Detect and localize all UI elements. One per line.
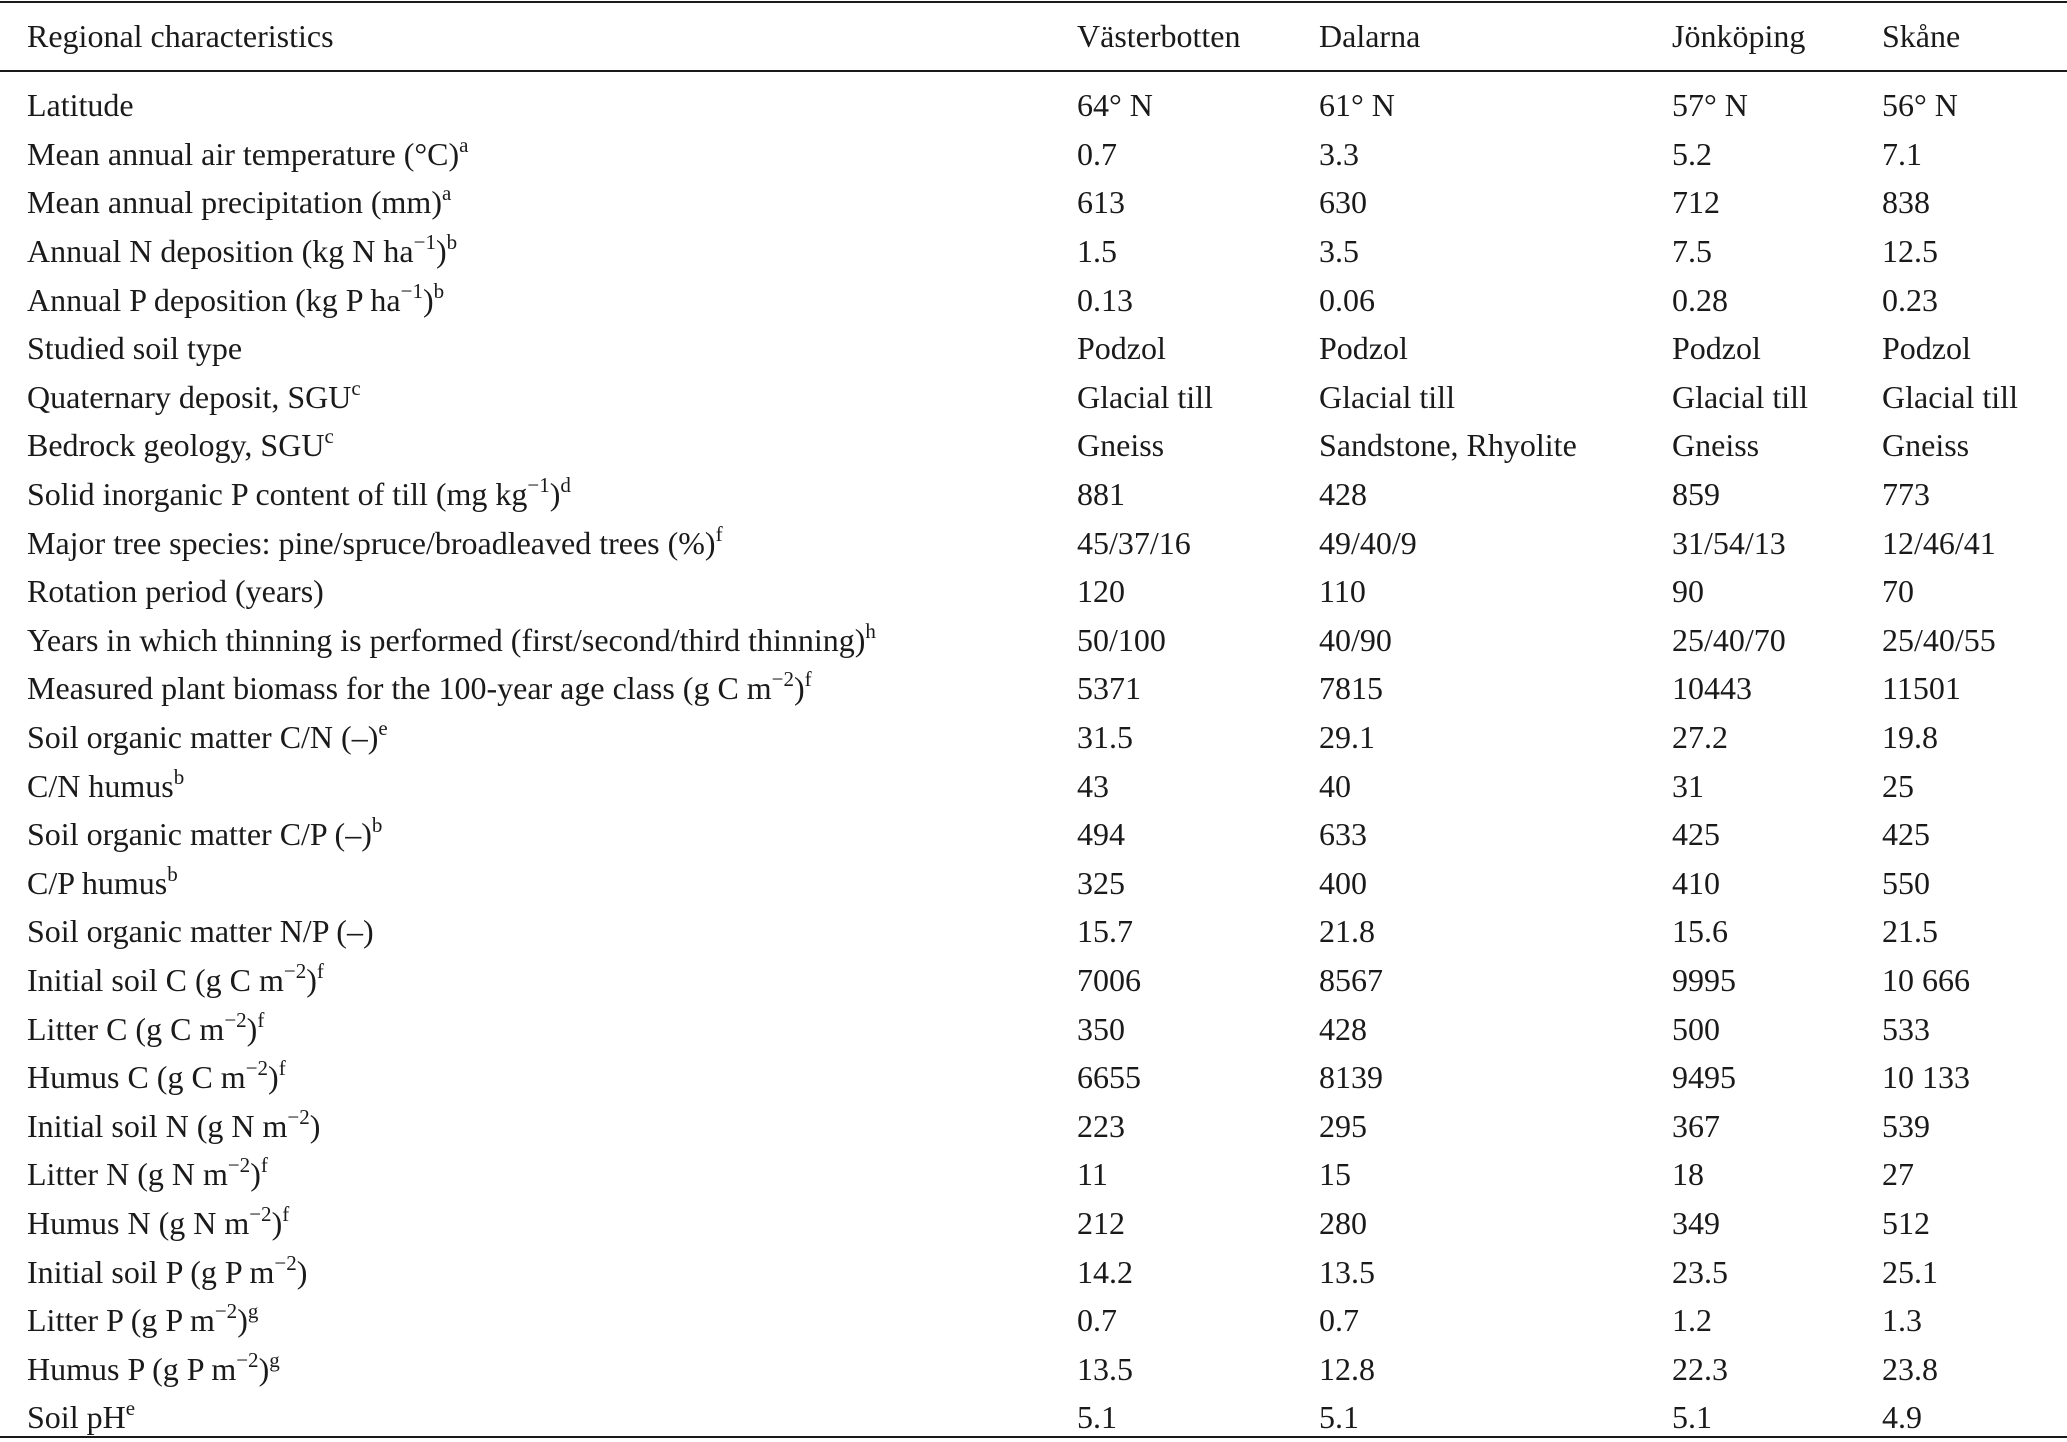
row-label: Humus P (g P m: [27, 1350, 237, 1387]
value-cell-skane: 25: [1882, 767, 1914, 804]
value-cell-vasterbotten: 5371: [1077, 670, 1141, 707]
row-label: Litter N (g N m: [27, 1156, 228, 1193]
footnote-marker: d: [560, 473, 571, 498]
row-label-cell: [0, 1247, 1077, 1296]
value-cell-dalarna: Podzol: [1319, 330, 1408, 367]
value-cell-jonkoping: Podzol: [1672, 330, 1761, 367]
header-label-cell: Regional characteristics: [27, 17, 334, 54]
value-cell-dalarna: 630: [1319, 184, 1367, 221]
value-cell-skane: 25.1: [1882, 1253, 1938, 1290]
value-cell-skane: 56° N: [1882, 87, 1958, 124]
value-cell-jonkoping: 7.5: [1672, 233, 1712, 270]
value-cell-dalarna: 0.7: [1319, 1302, 1359, 1339]
footnote-marker: f: [316, 958, 324, 983]
row-label-cell: [0, 859, 1077, 908]
unit-exponent: −1: [413, 230, 436, 255]
value-cell-skane: 12.5: [1882, 233, 1938, 270]
row-label-cell: [0, 227, 1077, 276]
value-cell-skane: 0.23: [1882, 281, 1938, 318]
footnote-marker: e: [378, 716, 388, 741]
footnote-marker: b: [167, 861, 178, 886]
value-cell-skane: 23.8: [1882, 1350, 1938, 1387]
row-label-cell: [0, 1053, 1077, 1102]
value-cell-skane: 7.1: [1882, 135, 1922, 172]
value-cell-vasterbotten: 325: [1077, 864, 1125, 901]
row-label-suffix: ): [258, 1350, 270, 1387]
row-label-suffix: ): [296, 1253, 308, 1290]
value-cell-vasterbotten: 6655: [1077, 1059, 1141, 1096]
value-cell-jonkoping: 500: [1672, 1010, 1720, 1047]
value-cell-skane: 539: [1882, 1107, 1930, 1144]
value-cell-jonkoping: 9495: [1672, 1059, 1736, 1096]
table-row: [0, 859, 2067, 908]
table-row: [0, 664, 2067, 713]
footnote-marker: c: [324, 424, 334, 449]
value-cell-dalarna: 7815: [1319, 670, 1383, 707]
value-cell-jonkoping: 15.6: [1672, 913, 1728, 950]
table-row: [0, 130, 2067, 179]
value-cell-vasterbotten: 223: [1077, 1107, 1125, 1144]
value-cell-vasterbotten: 64° N: [1077, 87, 1153, 124]
value-cell-jonkoping: Gneiss: [1672, 427, 1760, 464]
row-label-cell: [0, 470, 1077, 519]
row-label-cell: [0, 81, 1077, 130]
table-row: [0, 1199, 2067, 1248]
value-cell-dalarna: 428: [1319, 476, 1367, 513]
row-label-cell: [0, 518, 1077, 567]
value-cell-jonkoping: 23.5: [1672, 1253, 1728, 1290]
value-cell-jonkoping: 425: [1672, 816, 1720, 853]
unit-exponent: −1: [400, 278, 423, 303]
value-cell-vasterbotten: 613: [1077, 184, 1125, 221]
value-cell-vasterbotten: Glacial till: [1077, 378, 1213, 415]
footnote-marker: b: [173, 764, 185, 789]
row-label-suffix: ): [794, 670, 805, 707]
value-cell-skane: 773: [1882, 476, 1930, 513]
row-label: Rotation period (years): [27, 573, 324, 610]
value-cell-dalarna: 8139: [1319, 1059, 1383, 1096]
value-cell-dalarna: 3.3: [1319, 135, 1359, 172]
value-cell-skane: 11501: [1882, 670, 1961, 707]
value-cell-skane: 10 666: [1882, 961, 1970, 998]
row-label-suffix: ): [309, 1107, 321, 1144]
table-body: [0, 71, 2067, 1442]
row-label-cell: [0, 567, 1077, 616]
unit-exponent: −2: [214, 1299, 238, 1324]
value-cell-jonkoping: 31/54/13: [1672, 524, 1786, 561]
row-label-cell: [0, 1296, 1077, 1345]
value-cell-skane: 1.3: [1882, 1302, 1922, 1339]
row-label-suffix: ): [422, 281, 434, 318]
unit-exponent: −2: [287, 1104, 310, 1129]
row-label-cell: [0, 275, 1077, 324]
row-label-cell: [0, 324, 1077, 373]
value-cell-skane: 19.8: [1882, 719, 1938, 756]
row-label: Studied soil type: [27, 330, 243, 367]
footnote-marker: h: [865, 618, 876, 643]
row-label: Soil organic matter C/N (–): [27, 719, 379, 756]
row-label-cell: [0, 373, 1077, 422]
row-label-cell: [0, 664, 1077, 713]
value-cell-dalarna: 21.8: [1319, 913, 1375, 950]
row-label: C/N humus: [27, 767, 174, 804]
row-label: Annual P deposition (kg P ha: [27, 281, 401, 318]
unit-exponent: −2: [249, 1201, 272, 1226]
unit-exponent: −2: [224, 1007, 247, 1032]
row-label-suffix: ): [246, 1010, 258, 1047]
value-cell-dalarna: 8567: [1319, 961, 1383, 998]
value-cell-vasterbotten: Gneiss: [1077, 427, 1165, 464]
row-label-suffix: ): [435, 233, 447, 270]
header-row: [0, 0, 2067, 71]
value-cell-dalarna: 61° N: [1319, 87, 1395, 124]
value-cell-jonkoping: Glacial till: [1672, 378, 1808, 415]
table-row: [0, 470, 2067, 519]
value-cell-jonkoping: 10443: [1672, 670, 1752, 707]
value-cell-dalarna: 633: [1319, 816, 1367, 853]
row-label-cell: [0, 421, 1077, 470]
value-cell-vasterbotten: 212: [1077, 1204, 1125, 1241]
row-label-suffix: ): [306, 961, 317, 998]
header-region-jonkoping: Jönköping: [1672, 17, 1806, 54]
row-label-cell: [0, 1101, 1077, 1150]
value-cell-dalarna: 400: [1319, 864, 1367, 901]
value-cell-jonkoping: 9995: [1672, 961, 1736, 998]
value-cell-skane: 70: [1882, 573, 1914, 610]
value-cell-jonkoping: 349: [1672, 1204, 1720, 1241]
value-cell-vasterbotten: 494: [1077, 816, 1125, 853]
header-region-skane: Skåne: [1882, 17, 1961, 54]
value-cell-dalarna: 13.5: [1319, 1253, 1375, 1290]
row-label-suffix: ): [271, 1204, 283, 1241]
value-cell-skane: 425: [1882, 816, 1930, 853]
row-label-cell: [0, 907, 1077, 956]
value-cell-vasterbotten: 1.5: [1077, 233, 1117, 270]
value-cell-jonkoping: 31: [1672, 767, 1704, 804]
row-label-suffix: ): [237, 1302, 248, 1339]
row-label: Humus N (g N m: [27, 1204, 250, 1241]
row-label-suffix: ): [250, 1156, 261, 1193]
value-cell-jonkoping: 5.2: [1672, 135, 1712, 172]
value-cell-skane: 512: [1882, 1204, 1930, 1241]
footnote-marker: f: [282, 1201, 290, 1226]
header-gap-row: [0, 71, 2067, 81]
table-row: [0, 1393, 2067, 1442]
table-row: [0, 713, 2067, 762]
value-cell-jonkoping: 367: [1672, 1107, 1720, 1144]
value-cell-jonkoping: 22.3: [1672, 1350, 1728, 1387]
value-cell-vasterbotten: 15.7: [1077, 913, 1133, 950]
row-label: Litter P (g P m: [27, 1302, 215, 1339]
table-row: [0, 1296, 2067, 1345]
value-cell-skane: 838: [1882, 184, 1930, 221]
row-label: Measured plant biomass for the 100-year age class (g C m: [27, 670, 772, 707]
value-cell-dalarna: 295: [1319, 1107, 1367, 1144]
footnote-marker: f: [804, 667, 812, 692]
value-cell-jonkoping: 25/40/70: [1672, 621, 1786, 658]
value-cell-vasterbotten: 350: [1077, 1010, 1125, 1047]
row-label: Mean annual precipitation (mm): [27, 184, 442, 221]
value-cell-vasterbotten: 120: [1077, 573, 1125, 610]
row-label: Initial soil P (g P m: [27, 1253, 275, 1290]
value-cell-vasterbotten: 14.2: [1077, 1253, 1133, 1290]
table-row: [0, 567, 2067, 616]
unit-exponent: −2: [274, 1250, 297, 1275]
value-cell-vasterbotten: 881: [1077, 476, 1125, 513]
value-cell-jonkoping: 859: [1672, 476, 1720, 513]
row-label-cell: [0, 1004, 1077, 1053]
table-row: [0, 1004, 2067, 1053]
footnote-marker: b: [446, 230, 458, 255]
value-cell-dalarna: 5.1: [1319, 1399, 1359, 1436]
value-cell-dalarna: Glacial till: [1319, 378, 1455, 415]
value-cell-jonkoping: 410: [1672, 864, 1720, 901]
header-region-vasterbotten: Västerbotten: [1077, 17, 1241, 54]
row-label: Litter C (g C m: [27, 1010, 225, 1047]
value-cell-vasterbotten: 11: [1077, 1156, 1108, 1193]
value-cell-dalarna: 428: [1319, 1010, 1367, 1047]
value-cell-skane: 4.9: [1882, 1399, 1922, 1436]
footnote-marker: g: [269, 1347, 280, 1372]
row-label: Latitude: [27, 87, 134, 124]
value-cell-vasterbotten: 0.7: [1077, 1302, 1117, 1339]
value-cell-jonkoping: 27.2: [1672, 719, 1728, 756]
row-label: C/P humus: [27, 864, 168, 901]
row-label: Bedrock geology, SGU: [27, 427, 325, 464]
value-cell-vasterbotten: 0.7: [1077, 135, 1117, 172]
row-label-cell: [0, 761, 1077, 810]
footnote-marker: b: [371, 813, 383, 838]
value-cell-jonkoping: 18: [1672, 1156, 1704, 1193]
row-label-cell: [0, 1199, 1077, 1248]
row-label: Solid inorganic P content of till (mg kg: [27, 476, 528, 513]
table-row: [0, 616, 2067, 665]
row-label: Major tree species: pine/spruce/broadleaved trees (%): [27, 524, 716, 561]
table-row: [0, 421, 2067, 470]
unit-exponent: −2: [283, 958, 307, 983]
value-cell-vasterbotten: 5.1: [1077, 1399, 1117, 1436]
row-label-cell: [0, 1393, 1077, 1442]
table-row: [0, 810, 2067, 859]
value-cell-vasterbotten: 43: [1077, 767, 1109, 804]
table-row: [0, 324, 2067, 373]
value-cell-vasterbotten: 45/37/16: [1077, 524, 1191, 561]
footnote-marker: c: [351, 375, 361, 400]
table-row: [0, 373, 2067, 422]
row-label-cell: [0, 713, 1077, 762]
unit-exponent: −2: [236, 1347, 259, 1372]
row-label-cell: [0, 956, 1077, 1005]
row-label: Soil organic matter C/P (–): [27, 816, 372, 853]
value-cell-skane: Podzol: [1882, 330, 1971, 367]
value-cell-dalarna: Sandstone, Rhyolite: [1319, 427, 1577, 464]
unit-exponent: −2: [245, 1056, 269, 1081]
row-label: Humus C (g C m: [27, 1059, 246, 1096]
footnote-marker: b: [433, 278, 445, 303]
row-label: Quaternary deposit, SGU: [27, 378, 352, 415]
row-label: Soil organic matter N/P (–): [27, 913, 374, 950]
table-row: [0, 227, 2067, 276]
row-label: Years in which thinning is performed (first/second/third thinning): [27, 621, 866, 658]
value-cell-skane: Glacial till: [1882, 378, 2018, 415]
footnote-marker: e: [125, 1396, 136, 1421]
footnote-marker: f: [715, 521, 723, 546]
value-cell-dalarna: 15: [1319, 1156, 1351, 1193]
value-cell-skane: 25/40/55: [1882, 621, 1996, 658]
table-row: [0, 518, 2067, 567]
value-cell-jonkoping: 57° N: [1672, 87, 1748, 124]
row-label-suffix: ): [549, 476, 561, 513]
value-cell-vasterbotten: 7006: [1077, 961, 1141, 998]
table-row: [0, 761, 2067, 810]
row-label: Mean annual air temperature (°C): [27, 135, 460, 172]
table-row: [0, 1150, 2067, 1199]
value-cell-dalarna: 0.06: [1319, 281, 1375, 318]
value-cell-dalarna: 29.1: [1319, 719, 1375, 756]
value-cell-dalarna: 40/90: [1319, 621, 1392, 658]
value-cell-dalarna: 40: [1319, 767, 1351, 804]
row-label: Initial soil C (g C m: [27, 961, 284, 998]
row-label: Initial soil N (g N m: [27, 1107, 288, 1144]
value-cell-skane: 550: [1882, 864, 1930, 901]
table-row: [0, 81, 2067, 130]
unit-exponent: −2: [227, 1153, 251, 1178]
unit-exponent: −2: [771, 667, 795, 692]
value-cell-skane: 27: [1882, 1156, 1914, 1193]
value-cell-dalarna: 3.5: [1319, 233, 1359, 270]
value-cell-skane: 10 133: [1882, 1059, 1970, 1096]
header-region-dalarna: Dalarna: [1319, 17, 1421, 54]
row-label-suffix: ): [268, 1059, 279, 1096]
unit-exponent: −1: [527, 473, 550, 498]
footnote-marker: f: [260, 1153, 268, 1178]
footnote-marker: a: [459, 132, 469, 157]
value-cell-skane: Gneiss: [1882, 427, 1970, 464]
table-row: [0, 907, 2067, 956]
table-row: [0, 275, 2067, 324]
table-row: [0, 1344, 2067, 1393]
value-cell-skane: 12/46/41: [1882, 524, 1996, 561]
row-label: Soil pH: [27, 1399, 126, 1436]
table-row: [0, 1101, 2067, 1150]
row-label-cell: [0, 130, 1077, 179]
row-label-cell: [0, 616, 1077, 665]
value-cell-vasterbotten: 13.5: [1077, 1350, 1133, 1387]
value-cell-dalarna: 49/40/9: [1319, 524, 1417, 561]
value-cell-vasterbotten: 0.13: [1077, 281, 1133, 318]
value-cell-dalarna: 110: [1319, 573, 1366, 610]
value-cell-jonkoping: 1.2: [1672, 1302, 1712, 1339]
table-row: [0, 1247, 2067, 1296]
row-label-cell: [0, 1150, 1077, 1199]
value-cell-skane: 21.5: [1882, 913, 1938, 950]
value-cell-vasterbotten: Podzol: [1077, 330, 1166, 367]
value-cell-dalarna: 12.8: [1319, 1350, 1375, 1387]
value-cell-jonkoping: 0.28: [1672, 281, 1728, 318]
value-cell-vasterbotten: 31.5: [1077, 719, 1133, 756]
footnote-marker: f: [257, 1007, 265, 1032]
row-label-cell: [0, 1344, 1077, 1393]
footnote-marker: f: [278, 1056, 286, 1081]
footnote-marker: g: [247, 1299, 259, 1324]
row-label: Annual N deposition (kg N ha: [27, 233, 414, 270]
row-label-cell: [0, 178, 1077, 227]
row-label-cell: [0, 810, 1077, 859]
value-cell-jonkoping: 5.1: [1672, 1399, 1712, 1436]
value-cell-dalarna: 280: [1319, 1204, 1367, 1241]
footnote-marker: a: [441, 181, 452, 206]
table-row: [0, 178, 2067, 227]
table-row: [0, 1053, 2067, 1102]
value-cell-vasterbotten: 50/100: [1077, 621, 1166, 658]
value-cell-skane: 533: [1882, 1010, 1930, 1047]
value-cell-jonkoping: 90: [1672, 573, 1704, 610]
value-cell-jonkoping: 712: [1672, 184, 1720, 221]
table-row: [0, 956, 2067, 1005]
